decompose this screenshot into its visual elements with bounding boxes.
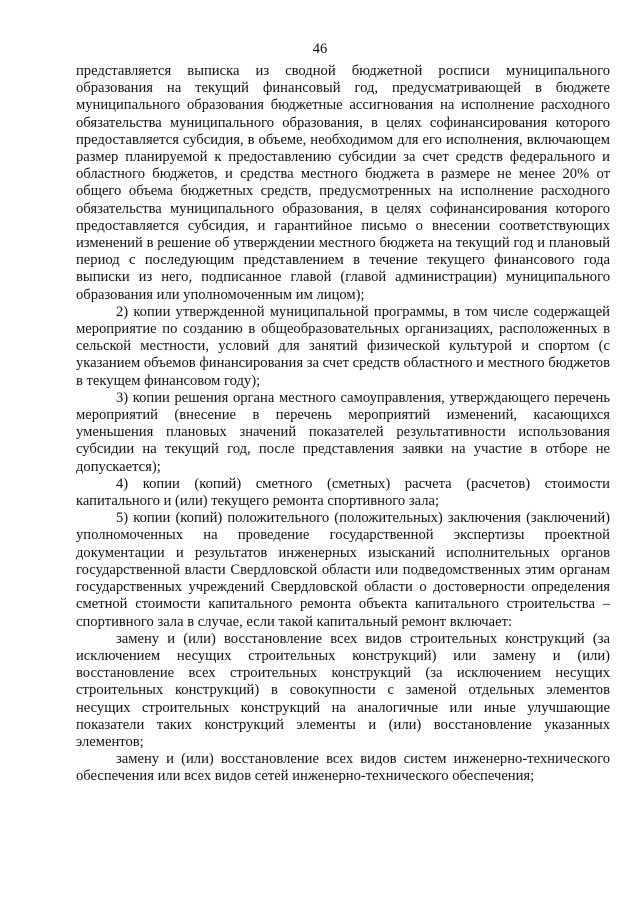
paragraph-item-4: 4) копии (копий) сметного (сметных) расчета (расчетов) стоимости капитального и (или) текущего ремонта спортивного зала; bbox=[76, 475, 610, 510]
paragraph-item-5: 5) копии (копий) положительного (положительных) заключения (заключений) уполномоченных на проведение государственной экспертизы проектной документации и результатов инженерных изысканий исполнительных органов государственной власти Свердловской области или подведомственных этим органам государственных учреждений Свердловской области о достоверности определения сметной стоимости капитального ремонта объекта капитального строительства – спортивного зала в случае, если такой капитальный ремонт включает: bbox=[76, 510, 610, 630]
document-body bbox=[76, 63, 610, 786]
paragraph-sub-item-structures: замену и (или) восстановление всех видов строительных конструкций (за исключением несущих строительных конструкций) или замену и (или) восстановление всех строительных конструкций (за исключением несущих строительных конструкций) в совокупности с заменой отдельных элементов несущих строительных конструкций на аналогичные или иные улучшающие показатели таких конструкций элементы и (или) восстановление указанных элементов; bbox=[76, 630, 610, 750]
paragraph-sub-item-engineering: замену и (или) восстановление всех видов систем инженерно-технического обеспечения или всех видов сетей инженерно-технического обеспечения; bbox=[76, 751, 610, 785]
paragraph-item-2: 2) копии утвержденной муниципальной программы, в том числе содержащей мероприятие по созданию в общеобразовательных организациях, расположенных в сельской местности, условий для занятий физической культурой и спортом (с указанием объемов финансирования за счет средств областного и местного бюджетов в текущем финансовом году); bbox=[76, 303, 610, 389]
paragraph-continuation: представляется выписка из сводной бюджетной росписи муниципального образования на текущий финансовый год, предусматривающей в бюджете муниципального образования бюджетные ассигнования на исполнение расходного обязательства муниципального образования, в целях софинансирования которого предоставляется субсидия, в объеме, необходимом для его исполнения, включающем размер планируемой к предоставлению субсидии за счет средств федерального и областного бюджетов, и средства местного бюджета в размере не менее 20% от общего объема бюджетных средств, предусмотренных на исполнение расходного обязательства муниципального образования, в целях софинансирования которого предоставляется субсидия, и гарантийное письмо о внесении соответствующих изменений в решение об утверждении местного бюджета на текущий год и плановый период с последующим представлением в течение текущего финансового года выписки из него, подписанное главой (главой администрации) муниципального образования или уполномоченным им лицом); bbox=[76, 63, 610, 303]
paragraph-item-3: 3) копии решения органа местного самоуправления, утверждающего перечень мероприятий (внесение в перечень мероприятий изменений, касающихся уменьшения плановых значений показателей результативности использования субсидии на текущий год, после представления заявки на участие в отборе не допускается); bbox=[76, 389, 610, 475]
page-number: 46 bbox=[312, 41, 328, 57]
